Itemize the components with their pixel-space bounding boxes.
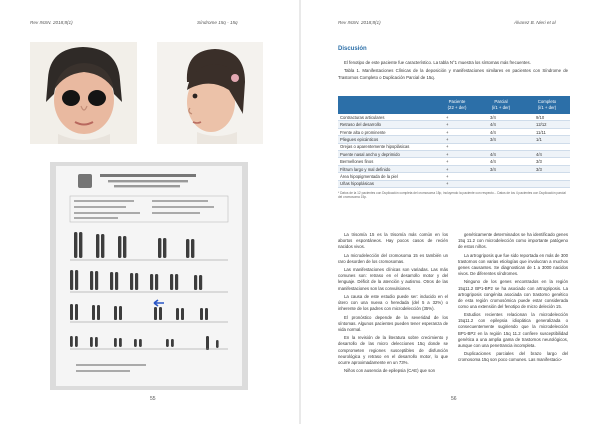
running-head-left: Rev INSN. 2018;8(1) [30, 20, 73, 25]
row-value: 4/4 [490, 129, 496, 135]
row-feature: Frente alta o prominente [340, 129, 386, 135]
row-value: + [446, 114, 449, 120]
table-body [338, 114, 570, 188]
row-value: 12/12 [536, 122, 547, 128]
row-value: + [446, 151, 449, 157]
table-row [338, 181, 570, 188]
row-value: + [446, 136, 449, 142]
table-header [338, 96, 570, 114]
table-row [338, 166, 570, 173]
row-value: 3/4 [490, 114, 496, 120]
table-row [338, 121, 570, 128]
paragraph: La trisomía 15 es la trisomía más común en los abortos espontáneos. Hay pocos casos de recién nacidos vivos. [338, 232, 448, 250]
row-value: 4/4 [490, 151, 496, 157]
row-value: + [446, 144, 449, 150]
karyotype-image [50, 162, 248, 390]
page-number: 55 [150, 396, 156, 402]
table-row [338, 129, 570, 136]
paragraph: La microdelección del cromosoma 15 es también un raro desorden de los cromosomas. [338, 252, 448, 264]
paragraph: Las manifestaciones clínicas son variadas. Las más comunes son: retraso en el desarrollo motor y del lenguaje. Déficit de la atención y autismo. Otros de las manifestaciones son las convulsiones. [338, 267, 448, 291]
page-number: 56 [451, 396, 457, 402]
table-row [338, 144, 570, 151]
intro-paragraph: El fenotipo de este paciente fue característico. La tabla N°1 muestra los síntomas más frecuentes. [344, 60, 531, 65]
row-feature: Orejas o aparentemente hipoplásicas [340, 144, 410, 150]
row-value: + [446, 173, 449, 179]
text-column-2 [458, 232, 568, 366]
row-value: + [446, 122, 449, 128]
header-partial: Parcial (i/1 + der) [491, 99, 511, 110]
row-value: + [446, 159, 449, 165]
table-row [338, 114, 570, 121]
row-value: + [446, 166, 449, 172]
row-value: 4/4 [490, 122, 496, 128]
row-feature: Pliegues epicánticos [340, 136, 379, 142]
table-note: * Datos de la 12 pacientes con Duplicación completa del cromosoma 15p, incluyendo la paciente con respecto... Datos de los 4 pacientes con Duplicación parcial del cromosoma 15p. [338, 190, 566, 200]
paragraph: La causa de este estudio puede ser: inducido en el útero con una nueva o heredada (del 5 a 32%) o inherente de los padres con microdelección (35%). [338, 294, 448, 312]
paragraph: En la revisión de la literatura sobre crecimiento y desarrollo de las micro delecciones 15q donde se comprometen regiones susceptibles de disfunción neurológica y retraso en el desarrollo motor, lo que ocurre aproximadamente en un 73%. [338, 335, 448, 365]
paragraph: La artrogriposis que fue sido reportada en más de 300 trastornos con varias etiologías que involucran a muchos genes causantes. Se diagnostican de 1 a 3000 nacidos vivos. De diferentes síndromes. [458, 252, 568, 276]
patient-side-photo [157, 42, 263, 144]
table-row [338, 136, 570, 143]
row-value: 3/4 [490, 166, 496, 172]
row-value: 9/10 [536, 114, 545, 120]
row-value: + [446, 129, 449, 135]
text-column-1 [338, 232, 448, 377]
header-complete: Completo (i/1 + der) [537, 99, 557, 110]
running-head-right: Álvarez B. Nieri et al [514, 20, 556, 25]
table-row [338, 173, 570, 180]
left-page [0, 0, 299, 424]
intro-block [338, 60, 568, 83]
row-feature: Contracturas articulares [340, 114, 385, 120]
paragraph: Estudios recientes relacionan la microdelección 15q11.2 con epilepsia idiopática generalizada o consecuentemente sugiriendo que la microdelección BP1-BP2 en la región 15q 11.2 confiere susceptibilidad genética a una amplia gama de trastornos neurológicos, aunque con una penetrancia incompleta. [458, 312, 568, 348]
patient-front-photo [30, 42, 137, 144]
row-value: 11/11 [536, 129, 546, 135]
row-feature: Puente nasal ancho y deprimido [340, 151, 400, 157]
row-value: 1/1 [536, 136, 542, 142]
running-head-right: Síndrome 15q - 15q [197, 20, 238, 25]
row-feature: Bermellones finos [340, 159, 374, 165]
row-feature: Área hipopigmentada de la piel [340, 173, 398, 179]
row-value: 3/3 [536, 166, 542, 172]
row-value: 3/4 [490, 136, 496, 142]
row-value: + [446, 181, 449, 187]
paragraph: Duplicaciones parciales del brazo largo del cromosoma 15q son poco comunes. Las manifestacio- [458, 351, 568, 363]
paragraph: Ninguno de los genes encontrados en la región 15q11.2 BP1-BP2 se ha asociado con artrogriposis. La artrogriposis congénita asociada con trastorno genético de esta región cromosómica puede estar considerada como una extensión del fenotipo de micro deleción 15. [458, 279, 568, 309]
row-feature: Uñas hipoplásicas [340, 181, 374, 187]
section-title: Discusión [338, 46, 367, 52]
clinical-table [338, 96, 570, 200]
paragraph: Niños con ausencia de epilepsia (CAE) que son [344, 368, 436, 374]
paragraph: El pronóstico depende de la severidad de los síntomas. Algunos pacientes pueden tener esperanza de vida normal. [338, 314, 448, 332]
paragraph: genéticamente determinados se ha identificado genes 15q 11.2 con microdelección como importante patógeno de estos niños. [458, 232, 568, 250]
table-row [338, 151, 570, 158]
row-value: 4/4 [490, 159, 496, 165]
row-value: 3/3 [536, 159, 542, 165]
table-row [338, 158, 570, 165]
header-patient: Paciente (22 + der) [447, 99, 467, 110]
running-head-left: Rev INSN. 2018;8(1) [338, 20, 381, 25]
right-page [301, 0, 600, 424]
row-value: 4/4 [536, 151, 542, 157]
row-feature: Filtrum largo y mal definido [340, 166, 391, 172]
row-feature: Retraso del desarrollo [340, 122, 381, 128]
table-caption: Tabla 1. Manifestaciones Clínicas de la deposición y manifestaciones similares en pacientes con Síndrome de Trastornos Completo o Duplicación Parcial de 15q. [338, 68, 568, 80]
